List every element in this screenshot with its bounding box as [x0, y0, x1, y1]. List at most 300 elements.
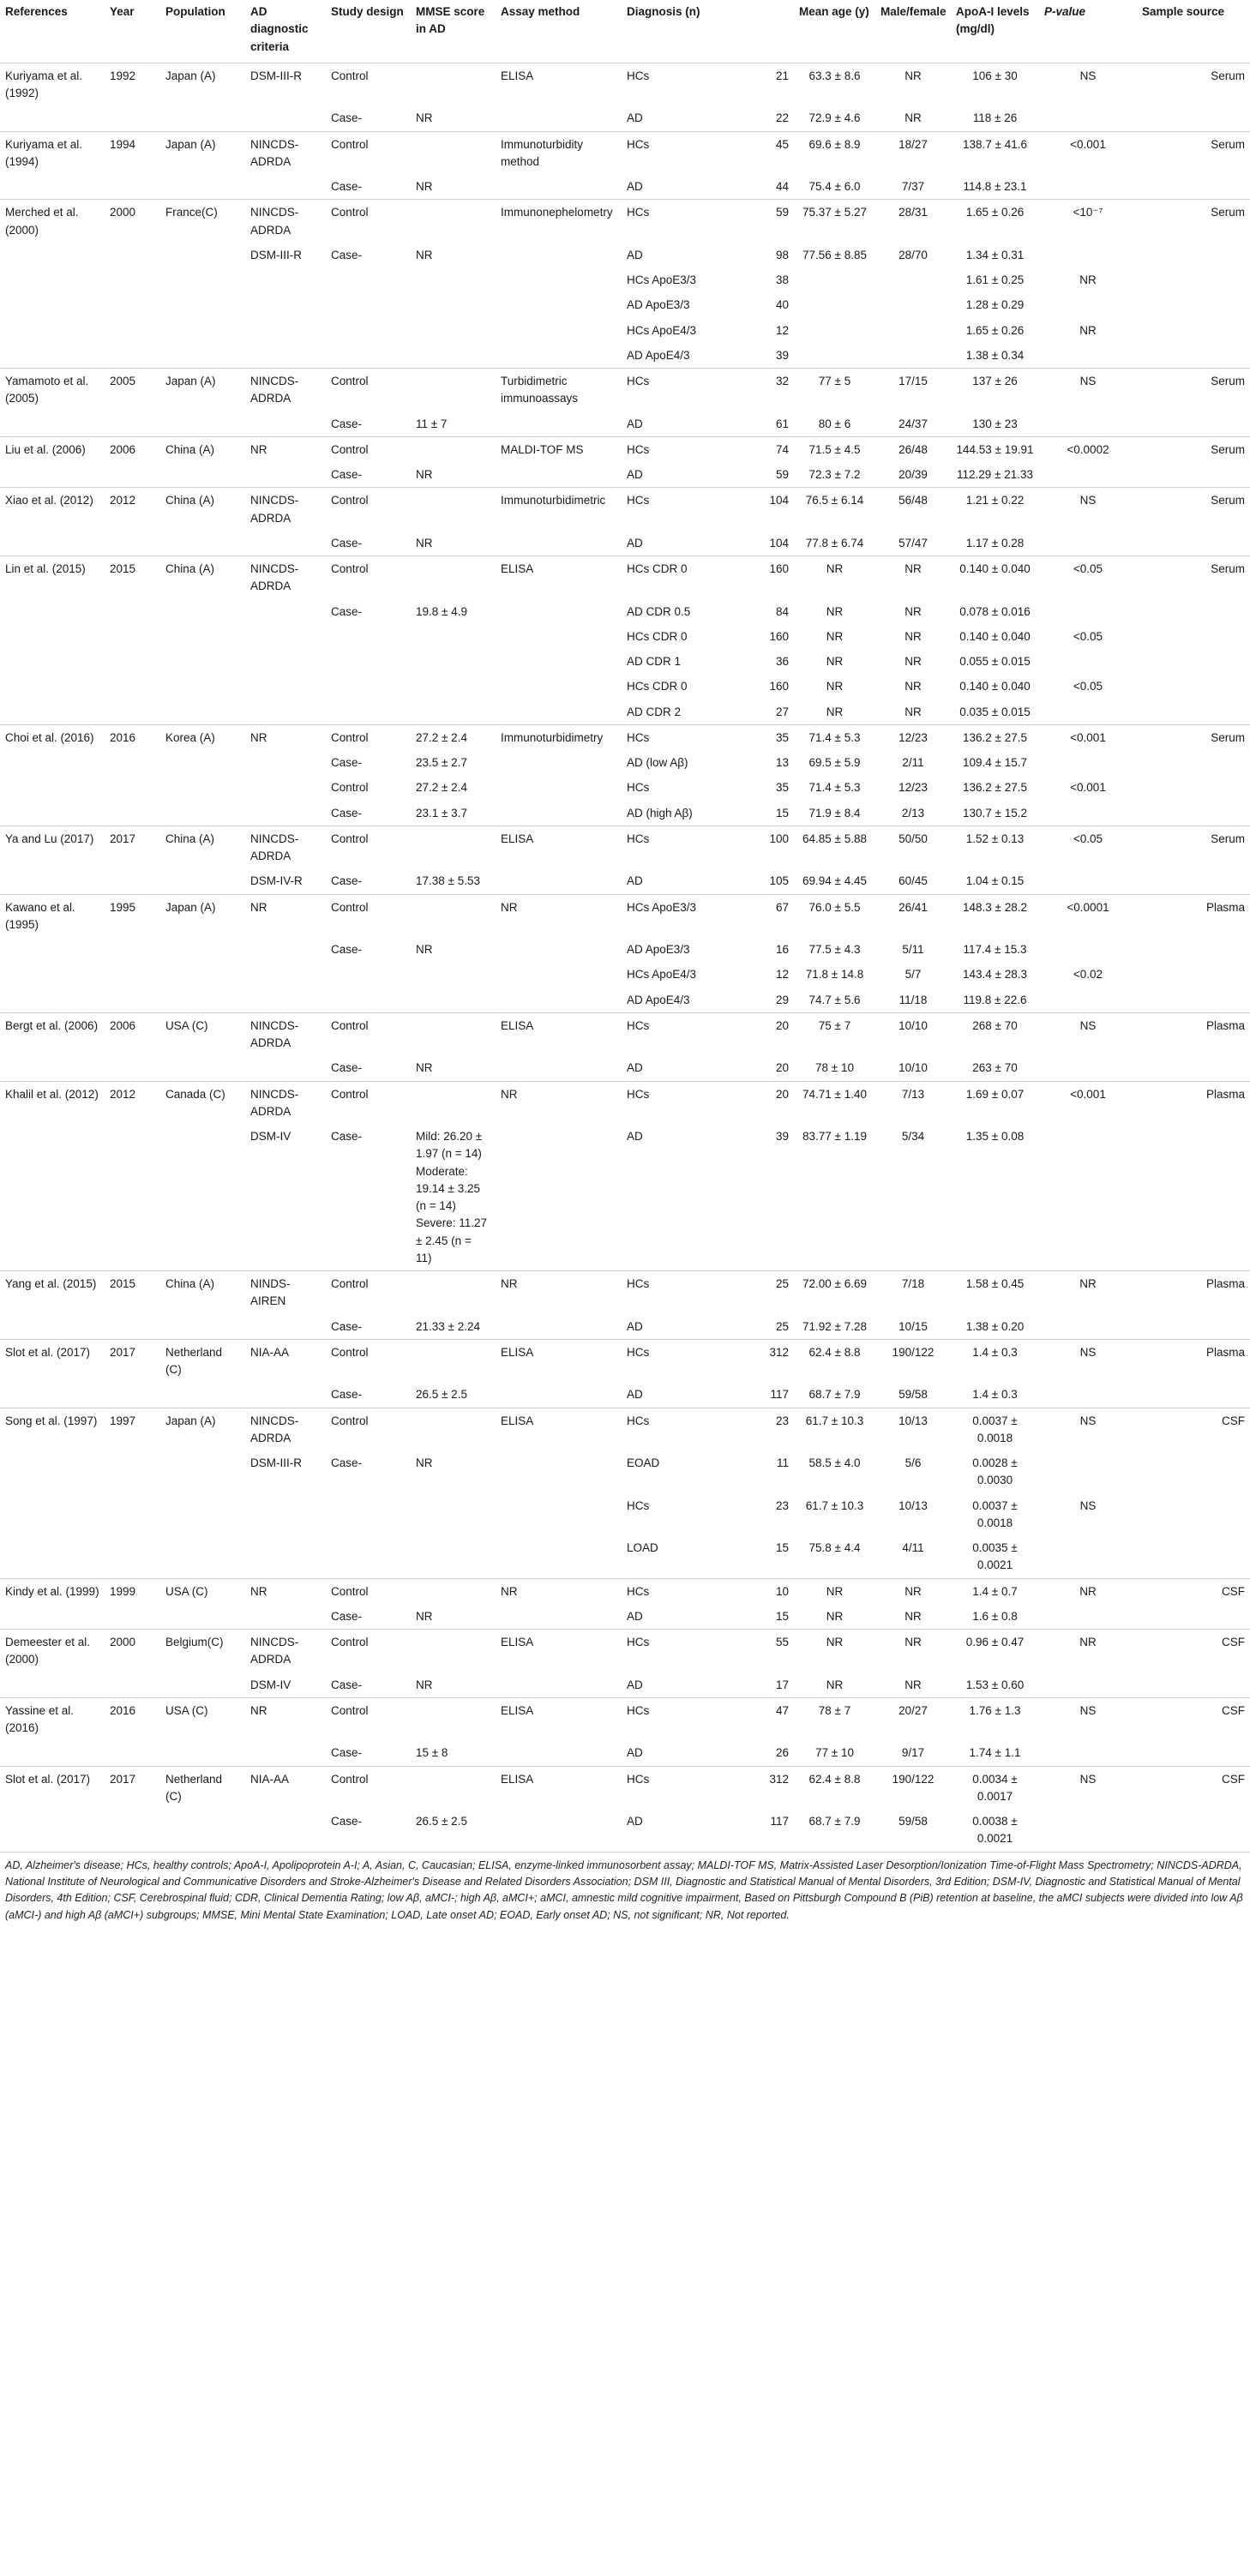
- cell-year: [105, 1809, 160, 1852]
- cell-year: [105, 411, 160, 437]
- cell-n: 12: [775, 968, 789, 982]
- cell-ref: [0, 801, 105, 826]
- cell-p: <0.02: [1073, 968, 1103, 982]
- cell-pop: [160, 1314, 245, 1340]
- cell-design: Case-: [331, 1456, 363, 1469]
- cell-year: [105, 775, 160, 800]
- cell-mmse: 19.8 ± 4.9: [416, 604, 467, 618]
- cell-crit: NINCDS-ADRDA: [245, 200, 326, 243]
- cell-crit: NINCDS-ADRDA: [245, 131, 326, 174]
- cell-pop: [160, 801, 245, 826]
- cell-ref: [0, 750, 105, 775]
- cell-n: 12: [775, 323, 789, 337]
- cell-pop: [160, 318, 245, 343]
- table-row: [0, 556, 1250, 599]
- cell-apoa: 1.34 ± 0.31: [965, 248, 1025, 261]
- cell-p: [1039, 1535, 1137, 1578]
- cell-mf: 12/23: [898, 781, 928, 795]
- cell-assay: [496, 674, 622, 699]
- cell-src: [1137, 937, 1250, 962]
- table-row: [0, 1630, 1250, 1672]
- cell-ref: [0, 700, 105, 725]
- cell-mf: 28/31: [875, 200, 951, 243]
- table-row: [0, 1766, 1250, 1809]
- cell-pop: USA (C): [160, 1697, 245, 1740]
- cell-mmse: 21.33 ± 2.24: [416, 1319, 480, 1333]
- cell-age: 61.7 ± 10.3: [805, 1498, 864, 1512]
- header-age: Mean age (y): [794, 0, 875, 63]
- cell-mmse: NR: [416, 1678, 433, 1691]
- cell-mmse: [411, 556, 496, 599]
- cell-pop: Japan (A): [160, 894, 245, 937]
- cell-mf: 10/10: [875, 1012, 951, 1055]
- cell-apoa: 144.53 ± 19.91: [951, 436, 1039, 462]
- cell-pop: [160, 292, 245, 317]
- cell-design: Case-: [331, 1319, 363, 1333]
- cell-mf: 9/17: [901, 1746, 925, 1760]
- cell-design: Case-: [331, 468, 363, 481]
- cell-p: <0.05: [1039, 556, 1137, 599]
- cell-pop: [160, 624, 245, 649]
- cell-mmse: 23.1 ± 3.7: [416, 806, 467, 820]
- cell-n: 117: [770, 1815, 789, 1828]
- table-row: [0, 624, 1250, 649]
- cell-assay: NR: [496, 1081, 622, 1124]
- cell-n: 29: [775, 993, 789, 1006]
- table-row: [0, 1012, 1250, 1055]
- cell-mmse: [411, 624, 496, 649]
- cell-pop: China (A): [160, 556, 245, 599]
- header-ref: References: [0, 0, 105, 63]
- cell-age: 74.71 ± 1.40: [794, 1081, 875, 1124]
- cell-pop: [160, 174, 245, 200]
- cell-p: NS: [1039, 369, 1137, 411]
- cell-p: [1039, 105, 1137, 131]
- cell-design: [326, 649, 411, 674]
- cell-p: NS: [1039, 488, 1137, 531]
- cell-crit: [245, 462, 326, 488]
- cell-src: [1137, 1493, 1250, 1536]
- cell-age: 62.4 ± 8.8: [794, 1766, 875, 1809]
- cell-apoa: 1.28 ± 0.29: [965, 298, 1025, 312]
- table-row: [0, 1408, 1250, 1450]
- cell-crit: DSM-III-R: [250, 69, 302, 82]
- cell-year: [105, 599, 160, 624]
- cell-n: 25: [775, 1319, 789, 1333]
- cell-ref: Kawano et al. (1995): [0, 894, 105, 937]
- cell-design: Control: [326, 200, 411, 243]
- cell-apoa: 109.4 ± 15.7: [963, 756, 1027, 769]
- cell-crit: [245, 174, 326, 200]
- cell-design: Control: [326, 1408, 411, 1450]
- header-mmse: MMSE score in AD: [411, 0, 496, 63]
- cell-pop: Korea (A): [160, 724, 245, 750]
- cell-assay: [496, 531, 622, 556]
- cell-apoa: 0.140 ± 0.040: [959, 629, 1031, 643]
- table-row: [0, 775, 1250, 800]
- cell-age: [794, 343, 875, 369]
- cell-mmse: [411, 131, 496, 174]
- cell-apoa: 136.2 ± 27.5: [951, 724, 1039, 750]
- cell-assay: NR: [496, 1271, 622, 1314]
- cell-year: [105, 988, 160, 1013]
- cell-src: [1137, 599, 1250, 624]
- cell-age: NR: [794, 1578, 875, 1604]
- table-row: [0, 801, 1250, 826]
- cell-year: 1994: [105, 131, 160, 174]
- cell-year: 2017: [105, 826, 160, 868]
- cell-n: 55: [748, 1630, 794, 1672]
- cell-apoa: 1.74 ± 1.1: [969, 1746, 1021, 1760]
- cell-p: [1039, 1055, 1137, 1081]
- cell-apoa: 263 ± 70: [972, 1061, 1018, 1075]
- cell-apoa: 0.0038 ± 0.0021: [972, 1815, 1018, 1846]
- cell-apoa: 1.69 ± 0.07: [951, 1081, 1039, 1124]
- cell-ref: [0, 318, 105, 343]
- cell-mmse: 26.5 ± 2.5: [416, 1815, 467, 1828]
- cell-year: 2006: [105, 1012, 160, 1055]
- cell-mmse: [411, 63, 496, 105]
- cell-crit: [245, 624, 326, 649]
- cell-crit: [245, 988, 326, 1013]
- cell-design: Control: [326, 894, 411, 937]
- cell-year: [105, 750, 160, 775]
- cell-age: 58.5 ± 4.0: [808, 1456, 861, 1469]
- cell-mf: [875, 267, 951, 292]
- cell-assay: [496, 868, 622, 894]
- cell-design: [326, 343, 411, 369]
- header-mf: Male/female: [875, 0, 951, 63]
- table-body: [0, 63, 1250, 1851]
- cell-diag: AD CDR 2: [627, 705, 682, 718]
- cell-crit: [245, 411, 326, 437]
- cell-age: [794, 267, 875, 292]
- cell-apoa: 138.7 ± 41.6: [951, 131, 1039, 174]
- header-diag: Diagnosis (n): [622, 0, 748, 63]
- cell-crit: [245, 1604, 326, 1630]
- cell-design: Case-: [331, 806, 363, 820]
- cell-year: 2006: [105, 436, 160, 462]
- cell-src: Serum: [1211, 69, 1245, 82]
- cell-mf: NR: [875, 1578, 951, 1604]
- cell-mf: 56/48: [875, 488, 951, 531]
- cell-year: [105, 531, 160, 556]
- cell-assay: [496, 411, 622, 437]
- cell-n: 59: [775, 468, 789, 481]
- table-row: [0, 1604, 1250, 1630]
- cell-ref: [0, 775, 105, 800]
- cell-year: [105, 243, 160, 267]
- cell-design: [326, 674, 411, 699]
- cell-apoa: 1.17 ± 0.28: [965, 536, 1025, 549]
- cell-p: NS: [1039, 1339, 1137, 1382]
- cell-design: Control: [326, 131, 411, 174]
- cell-src: Plasma: [1137, 1012, 1250, 1055]
- cell-diag: AD CDR 1: [627, 655, 682, 668]
- cell-year: [105, 962, 160, 987]
- cell-pop: [160, 411, 245, 437]
- cell-crit: [245, 105, 326, 131]
- cell-src: [1137, 624, 1250, 649]
- cell-pop: [160, 105, 245, 131]
- cell-mmse: NR: [416, 248, 433, 261]
- cell-year: [105, 318, 160, 343]
- cell-mf: 190/122: [875, 1766, 951, 1809]
- cell-mmse-line: Moderate: 19.14 ± 3.25 (n = 14): [416, 1164, 480, 1212]
- cell-src: Serum: [1137, 436, 1250, 462]
- cell-p: [1039, 599, 1137, 624]
- cell-assay: [496, 775, 622, 800]
- cell-crit: [245, 318, 326, 343]
- table-row: [0, 1124, 1250, 1271]
- cell-crit: NINCDS-ADRDA: [245, 826, 326, 868]
- cell-assay: [496, 1314, 622, 1340]
- cell-pop: USA (C): [160, 1578, 245, 1604]
- cell-p: [1039, 649, 1137, 674]
- cell-crit: [245, 962, 326, 987]
- cell-mf: 7/37: [901, 180, 925, 193]
- cell-crit: [245, 801, 326, 826]
- cell-assay: MALDI-TOF MS: [496, 436, 622, 462]
- cell-assay: [496, 801, 622, 826]
- cell-crit: NINCDS-ADRDA: [245, 1408, 326, 1450]
- cell-assay: ELISA: [501, 69, 534, 82]
- cell-pop: Japan (A): [160, 131, 245, 174]
- cell-src: [1137, 988, 1250, 1013]
- cell-assay: [496, 988, 622, 1013]
- cell-src: [1137, 1535, 1250, 1578]
- cell-n: 11: [776, 1456, 789, 1469]
- cell-design: Case-: [331, 417, 363, 430]
- cell-crit: DSM-IV: [250, 1678, 291, 1691]
- cell-ref: [0, 649, 105, 674]
- cell-diag: HCs: [622, 436, 748, 462]
- cell-assay: ELISA: [496, 1697, 622, 1740]
- cell-age: 62.4 ± 8.8: [794, 1339, 875, 1382]
- cell-ref: [0, 292, 105, 317]
- cell-apoa: 112.29 ± 21.33: [957, 468, 1033, 481]
- cell-mmse: [411, 1630, 496, 1672]
- cell-n: 45: [748, 131, 794, 174]
- cell-diag: HCs: [622, 1339, 748, 1382]
- cell-mmse: NR: [416, 536, 433, 549]
- cell-ref: [0, 1535, 105, 1578]
- cell-design: Case-: [331, 1388, 363, 1402]
- cell-age: 69.5 ± 5.9: [808, 756, 861, 769]
- cell-year: [105, 700, 160, 725]
- table-row: [0, 1535, 1250, 1578]
- cell-age: [794, 318, 875, 343]
- cell-n: 13: [775, 756, 789, 769]
- cell-mmse: [411, 988, 496, 1013]
- cell-diag: HCs: [622, 724, 748, 750]
- cell-p: <0.05: [1039, 826, 1137, 868]
- cell-src: [1137, 531, 1250, 556]
- cell-pop: [160, 988, 245, 1013]
- cell-p: [1039, 1314, 1137, 1340]
- cell-ref: [0, 243, 105, 267]
- cell-crit: NIA-AA: [245, 1339, 326, 1382]
- cell-crit: NR: [245, 894, 326, 937]
- cell-mf: NR: [875, 1630, 951, 1672]
- cell-assay: [496, 700, 622, 725]
- cell-year: [105, 462, 160, 488]
- cell-pop: [160, 700, 245, 725]
- cell-n: 27: [775, 705, 789, 718]
- cell-n: 10: [748, 1578, 794, 1604]
- cell-ref: Kuriyama et al. (1994): [0, 131, 105, 174]
- cell-crit: NR: [245, 1697, 326, 1740]
- cell-mmse: [411, 826, 496, 868]
- cell-assay: [496, 962, 622, 987]
- cell-apoa: 1.38 ± 0.34: [965, 348, 1025, 362]
- cell-age: NR: [826, 655, 844, 668]
- cell-assay: [496, 267, 622, 292]
- cell-year: [105, 343, 160, 369]
- cell-ref: [0, 674, 105, 699]
- header-src: Sample source: [1137, 0, 1250, 63]
- table-row: [0, 1055, 1250, 1081]
- cell-assay: [496, 462, 622, 488]
- cell-src: [1137, 775, 1250, 800]
- cell-p: [1039, 1672, 1137, 1698]
- cell-ref: Liu et al. (2006): [0, 436, 105, 462]
- cell-mf: NR: [904, 1678, 922, 1691]
- cell-mf: 10/13: [875, 1408, 951, 1450]
- cell-mmse: 27.2 ± 2.4: [416, 781, 467, 795]
- cell-diag: AD ApoE3/3: [627, 298, 690, 312]
- cell-design: [326, 1493, 411, 1536]
- cell-year: 2000: [105, 200, 160, 243]
- cell-src: Plasma: [1137, 1081, 1250, 1124]
- cell-apoa: 0.140 ± 0.040: [959, 680, 1031, 694]
- cell-p: <0.001: [1039, 131, 1137, 174]
- cell-n: 20: [748, 1081, 794, 1124]
- cell-ref: Slot et al. (2017): [0, 1339, 105, 1382]
- cell-pop: Netherland (C): [160, 1339, 245, 1382]
- cell-crit: NINDS-AIREN: [245, 1271, 326, 1314]
- cell-age: 72.00 ± 6.69: [794, 1271, 875, 1314]
- cell-mf: 2/13: [901, 806, 925, 820]
- cell-year: [105, 1314, 160, 1340]
- cell-year: [105, 801, 160, 826]
- cell-year: [105, 1672, 160, 1698]
- cell-src: [1137, 962, 1250, 987]
- cell-assay: NR: [496, 894, 622, 937]
- cell-mf: NR: [904, 655, 922, 668]
- cell-mf: 5/7: [904, 968, 922, 982]
- cell-design: Case-: [331, 111, 363, 125]
- cell-mf: 5/6: [904, 1456, 922, 1469]
- cell-mmse: 17.38 ± 5.53: [416, 874, 480, 888]
- table-row: [0, 1382, 1250, 1408]
- cell-n: 15: [775, 1609, 789, 1623]
- cell-mf: 60/45: [898, 874, 928, 888]
- table-row: [0, 488, 1250, 531]
- cell-diag: AD: [627, 1061, 643, 1075]
- cell-design: Case-: [331, 536, 363, 549]
- cell-src: Serum: [1137, 131, 1250, 174]
- cell-crit: NINCDS-ADRDA: [245, 556, 326, 599]
- cell-age: 77.8 ± 6.74: [805, 536, 864, 549]
- cell-n: 38: [775, 273, 789, 286]
- cell-pop: Japan (A): [165, 69, 216, 82]
- table-row: [0, 462, 1250, 488]
- cell-ref: Yamamoto et al. (2005): [0, 369, 105, 411]
- header-p: P-value: [1039, 0, 1137, 63]
- cell-pop: [160, 1124, 245, 1271]
- table-row: [0, 318, 1250, 343]
- cell-apoa: 1.52 ± 0.13: [951, 826, 1039, 868]
- cell-crit: DSM-III-R: [250, 248, 302, 261]
- cell-src: [1137, 1672, 1250, 1698]
- cell-n: 44: [775, 180, 789, 193]
- cell-mf: NR: [904, 1609, 922, 1623]
- cell-pop: China (A): [160, 826, 245, 868]
- cell-crit: NINCDS-ADRDA: [245, 1012, 326, 1055]
- cell-year: 2015: [105, 556, 160, 599]
- cell-diag: HCs: [622, 1766, 748, 1809]
- cell-age: NR: [826, 705, 844, 718]
- cell-assay: Immunoturbidimetry: [496, 724, 622, 750]
- cell-diag: HCs CDR 0: [622, 556, 748, 599]
- cell-design: [326, 292, 411, 317]
- cell-diag: HCs: [622, 1697, 748, 1740]
- cell-p: <0.05: [1073, 680, 1103, 694]
- cell-crit: [245, 1382, 326, 1408]
- cell-year: 2016: [105, 1697, 160, 1740]
- cell-src: [1137, 462, 1250, 488]
- cell-assay: [496, 1535, 622, 1578]
- cell-mmse: [411, 1408, 496, 1450]
- cell-diag: HCs: [627, 781, 650, 795]
- cell-year: [105, 292, 160, 317]
- cell-mf: 50/50: [875, 826, 951, 868]
- header-assay: Assay method: [496, 0, 622, 63]
- cell-assay: [496, 750, 622, 775]
- cell-year: 2012: [105, 1081, 160, 1124]
- cell-src: [1137, 1124, 1250, 1271]
- cell-age: 77.5 ± 4.3: [808, 943, 861, 956]
- cell-apoa: 0.0035 ± 0.0021: [972, 1541, 1018, 1572]
- cell-diag: AD: [627, 417, 643, 430]
- cell-src: Serum: [1137, 724, 1250, 750]
- cell-year: 2000: [105, 1630, 160, 1672]
- cell-apoa: 1.35 ± 0.08: [965, 1130, 1025, 1143]
- cell-assay: [496, 937, 622, 962]
- cell-diag: HCs: [622, 826, 748, 868]
- cell-mf: 190/122: [875, 1339, 951, 1382]
- cell-design: Control: [326, 488, 411, 531]
- cell-pop: [160, 750, 245, 775]
- cell-diag: HCs: [622, 488, 748, 531]
- cell-age: 76.0 ± 5.5: [794, 894, 875, 937]
- cell-design: Case-: [331, 943, 363, 956]
- table-row: [0, 292, 1250, 317]
- cell-p: [1039, 937, 1137, 962]
- cell-mmse: [411, 700, 496, 725]
- cell-ref: [0, 411, 105, 437]
- table-row: [0, 1672, 1250, 1698]
- cell-mmse: [411, 962, 496, 987]
- cell-age: 77.56 ± 8.85: [802, 248, 867, 261]
- cell-design: Case-: [331, 874, 363, 888]
- cell-pop: China (A): [160, 436, 245, 462]
- table-row: [0, 826, 1250, 868]
- cell-crit: NR: [245, 1578, 326, 1604]
- cell-assay: ELISA: [496, 1766, 622, 1809]
- cell-assay: [496, 105, 622, 131]
